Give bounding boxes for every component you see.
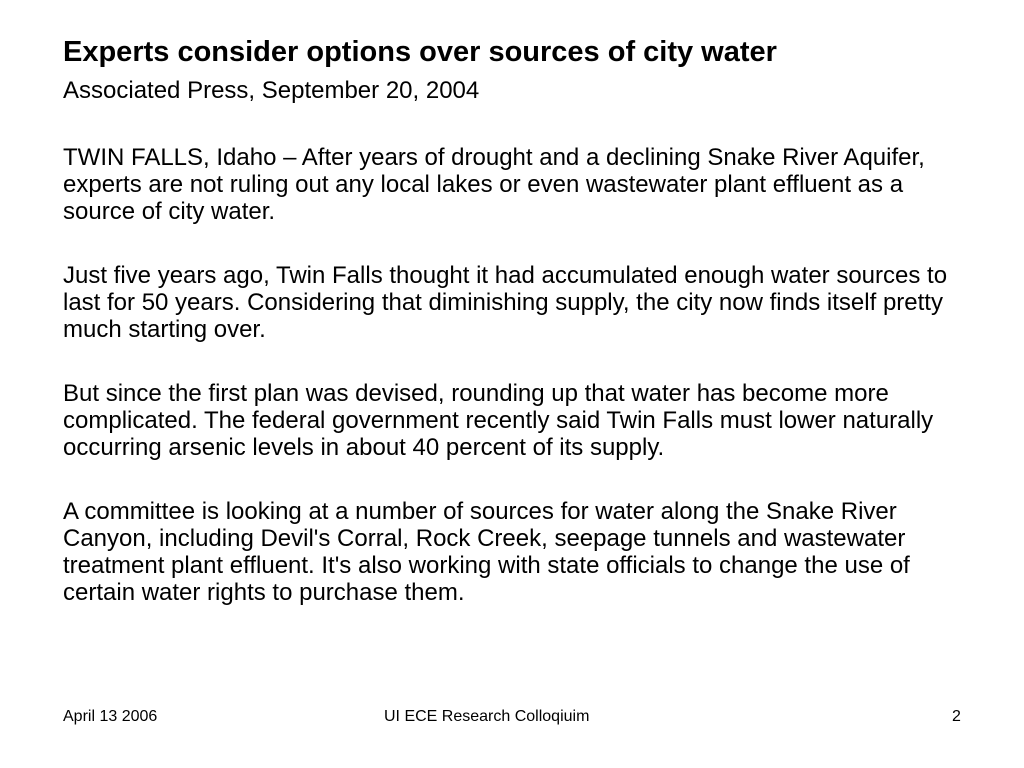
slide-title: Experts consider options over sources of city water <box>63 36 777 68</box>
slide-subtitle: Associated Press, September 20, 2004 <box>63 77 480 104</box>
paragraph-4: A committee is looking at a number of sources for water along the Snake River Canyon, including Devil's Corral, Rock Creek, seepage tunnels and wastewater treatment plant effluent. It's also working with state officials to change the use of certain water rights to purchase them. <box>63 498 910 606</box>
paragraph-2: Just five years ago, Twin Falls thought it had accumulated enough water sources to last for 50 years. Considering that diminishing supply, the city now finds itself pretty much starting over. <box>63 262 948 343</box>
footer-event-name: UI ECE Research Colloqiuim <box>384 708 590 725</box>
slide-body <box>63 144 963 643</box>
paragraph-3: But since the first plan was devised, rounding up that water has become more complicated. The federal government recently said Twin Falls must lower naturally occurring arsenic levels in about 40 percent of its supply. <box>63 380 934 461</box>
paragraph-1: TWIN FALLS, Idaho – After years of drought and a declining Snake River Aquifer, experts are not ruling out any local lakes or even wastewater plant effluent as a source of city water. <box>63 144 925 225</box>
footer-date: April 13 2006 <box>63 708 158 725</box>
footer-page-number: 2 <box>952 708 961 725</box>
